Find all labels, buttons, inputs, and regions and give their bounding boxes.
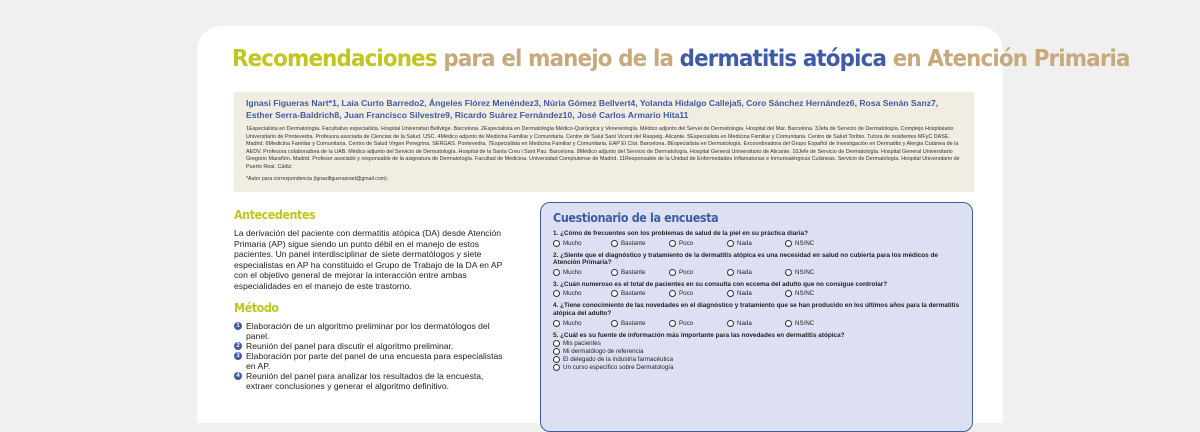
radio-icon[interactable] xyxy=(553,240,560,247)
question-text: 5. ¿Cuál es su fuente de información más importante para las novedades en dermatitis atópica? xyxy=(553,331,845,339)
option-curso[interactable] xyxy=(553,363,962,371)
question-text: 2. ¿Siente que el diagnóstico y tratamiento de la dermatitis atópica es una necesidad en salud no cubierta para los médicos de Atención Primaria? xyxy=(553,251,938,267)
option-label: NS/NC xyxy=(795,290,815,298)
option-nsnc[interactable] xyxy=(785,240,843,247)
option-label: Nada xyxy=(737,290,752,298)
left-column xyxy=(234,208,509,391)
metodo-step xyxy=(234,341,509,351)
option-label: Poco xyxy=(679,268,694,276)
option-label: Poco xyxy=(679,319,694,327)
question-text: 1. ¿Cómo de frecuentes son los problemas de salud de la piel en su práctica diaria? xyxy=(553,230,808,237)
radio-icon[interactable] xyxy=(727,290,734,297)
question-4 xyxy=(553,302,962,326)
title-part-3: dermatitis atópica xyxy=(679,46,887,72)
option-nsnc[interactable] xyxy=(785,269,843,276)
option-mucho[interactable] xyxy=(553,320,611,327)
radio-icon[interactable] xyxy=(669,269,676,276)
step-text: Reunión del panel para analizar los resultados de la encuesta, extraer conclusiones y generar el algoritmo definitivo. xyxy=(246,371,484,391)
option-label: NS/NC xyxy=(795,319,815,327)
option-label: Bastante xyxy=(621,239,646,247)
radio-icon[interactable] xyxy=(785,290,792,297)
step-number-badge: 4 xyxy=(234,372,242,380)
option-bastante[interactable] xyxy=(611,290,669,297)
option-nada[interactable] xyxy=(727,290,785,297)
metodo-step xyxy=(234,321,509,341)
metodo-step xyxy=(234,371,509,391)
metodo-steps xyxy=(234,321,509,391)
answer-options xyxy=(553,320,962,327)
radio-icon[interactable] xyxy=(785,240,792,247)
radio-icon[interactable] xyxy=(727,320,734,327)
option-bastante[interactable] xyxy=(611,320,669,327)
answer-options xyxy=(553,269,962,276)
question-text: 4. ¿Tiene conocimiento de las novedades en el diagnóstico y tratamiento que se han producido en los últimos años para la dermatitis atópica del adulto? xyxy=(553,302,960,317)
option-label: El delegado de la industria farmacéutica xyxy=(563,355,674,363)
title-part-2: para el manejo de la xyxy=(436,46,680,72)
radio-icon[interactable] xyxy=(553,290,560,297)
radio-icon[interactable] xyxy=(785,269,792,276)
option-label: Mucho xyxy=(563,268,582,276)
radio-icon[interactable] xyxy=(553,364,560,371)
option-label: Bastante xyxy=(621,268,646,276)
radio-icon[interactable] xyxy=(669,320,676,327)
radio-icon[interactable] xyxy=(727,269,734,276)
title-part-1: Recomendaciones xyxy=(232,46,437,72)
questionnaire-heading: Cuestionario de la encuesta xyxy=(553,211,719,225)
option-poco[interactable] xyxy=(669,320,727,327)
option-nsnc[interactable] xyxy=(785,290,843,297)
poster-title xyxy=(232,46,1130,72)
option-mucho[interactable] xyxy=(553,240,611,247)
option-poco[interactable] xyxy=(669,269,727,276)
poster xyxy=(232,26,1130,423)
step-text: Elaboración de un algoritmo preliminar por los dermatólogos del panel. xyxy=(246,321,490,341)
option-label: Nada xyxy=(737,319,752,327)
poster-card xyxy=(197,26,1130,423)
option-dermatologo[interactable] xyxy=(553,347,962,355)
radio-icon[interactable] xyxy=(553,356,560,363)
question-2 xyxy=(553,252,962,276)
radio-icon[interactable] xyxy=(669,240,676,247)
authors-list: Ignasi Figueras Nart*1, Laia Curto Barredo2, Ángeles Flórez Menéndez3, Núria Gómez Bellvert4, Yolanda Hidalgo Calleja5, Coro Sánchez Hernández6, Rosa Senán Sanz7, Esther Serra-Baldrich8, Juan Francisco Silvestre9, Ricardo Suárez Fernández10, José Carlos Armario Hita11 xyxy=(246,98,939,120)
question-text: 3. ¿Cuán numeroso es el total de pacientes en su consulta con eccema del adulto que no consigue controlar? xyxy=(553,280,888,288)
authors-box xyxy=(234,92,974,192)
radio-icon[interactable] xyxy=(553,320,560,327)
antecedentes-heading: Antecedentes xyxy=(234,208,316,222)
option-label: Nada xyxy=(737,268,752,276)
option-label: Un curso específico sobre Dermatología xyxy=(563,363,674,371)
question-3 xyxy=(553,281,962,298)
answer-options xyxy=(553,240,962,247)
option-mucho[interactable] xyxy=(553,290,611,297)
step-number-badge: 2 xyxy=(234,342,242,350)
option-label: Mucho xyxy=(563,239,582,247)
option-poco[interactable] xyxy=(669,240,727,247)
answer-options xyxy=(553,339,962,371)
option-label: NS/NC xyxy=(795,239,815,247)
metodo-heading: Método xyxy=(234,301,279,315)
correspondence-note: *Autor para correspondencia (ignasifiguerasnart@gmail.com). xyxy=(246,175,389,182)
option-nada[interactable] xyxy=(727,269,785,276)
option-poco[interactable] xyxy=(669,290,727,297)
radio-icon[interactable] xyxy=(611,269,618,276)
option-nada[interactable] xyxy=(727,320,785,327)
question-5 xyxy=(553,332,962,372)
radio-icon[interactable] xyxy=(553,269,560,276)
radio-icon[interactable] xyxy=(727,240,734,247)
option-label: Poco xyxy=(679,239,694,247)
step-text: Elaboración por parte del panel de una encuesta para especialistas en AP. xyxy=(246,351,503,371)
antecedentes-text: La derivación del paciente con dermatitis atópica (DA) desde Atención Primaria (AP) sigue siendo un punto débil en el manejo de estos pacientes. Un panel interdisciplinar de siete dermatólogos y siete especialistas en AP ha constituido el Grupo de Trabajo de la DA en AP con el objetivo general de mejorar la interacción entre ambas especialidades en el manejo de este trastorno. xyxy=(234,228,503,291)
affiliations: 1Especialista en Dermatología. Facultativo especialista. Hospital Universitari Bellvitge. Barcelona. 2Especialista en Dermatología Médico-Quirúrgica y Venereología. Médico adjunto del Servei de Dermatologia. Hospital del Mar. Barcelona. 3Jefa de Servicio de Dermatología. Complejo Hospitalario Universitario de Pontevedra. Profesora asociada de Ciencias de la Salud. USC. 4Médico adjunto de Medicina Familiar y Comunitaria. Centre de Salut Sant Vicent del Raspeig. Alicante. 5Especialista en Medicina Familiar y Comunitaria. Centro de Salud Toribio. Tutora de residentes MFyC DASE. Madrid. 6Medicina Familiar y Comunitaria. Centro de Salud Virgen Peregrina. SERGAS. Pontevedra. 7Especialista en Medicina Familiar y Comunitaria. EAP El Clot. Barcelona. 8Especialista en Dermatología. Excoordinadora del Grupo Español de Investigación en Dermatitis y Alergia Cutánea de la AEDV. Profesora colaboradora de la UAB. Médico adjunto del Servicio de Dermatología. Hospital de la Santa Creu i Sant Pau. Barcelona. 9Médico adjunto del Servicio de Dermatología. Hospital General Universitario de Alicante. 10Jefe de Servicio de Dermatología. Hospital General Universitario Gregorio Marañón. Madrid. Profesor asociado y responsable de la asignatura de Dermatología. Facultad de Medicina. Universidad Complutense de Madrid. 11Responsable de la Unidad de Enfermedades Inflamatorias e Inmunoalérgicas Cutáneas. Servicio de Dermatología. Hospital Universitario de Puerto Real. Cádiz. xyxy=(246,126,960,170)
option-bastante[interactable] xyxy=(611,269,669,276)
question-1 xyxy=(553,230,962,247)
option-delegado[interactable] xyxy=(553,355,962,363)
radio-icon[interactable] xyxy=(611,320,618,327)
option-label: Mi dermatólogo de referencia xyxy=(563,347,644,355)
option-label: NS/NC xyxy=(795,268,815,276)
option-label: Mucho xyxy=(563,290,582,298)
radio-icon[interactable] xyxy=(669,290,676,297)
radio-icon[interactable] xyxy=(611,240,618,247)
option-mucho[interactable] xyxy=(553,269,611,276)
option-pacientes[interactable] xyxy=(553,339,962,347)
radio-icon[interactable] xyxy=(553,348,560,355)
step-number-badge: 1 xyxy=(234,322,242,330)
option-label: Nada xyxy=(737,239,752,247)
option-label: Mucho xyxy=(563,319,582,327)
questionnaire-box xyxy=(540,202,973,432)
option-label: Bastante xyxy=(621,290,646,298)
metodo-step xyxy=(234,351,509,371)
option-nsnc[interactable] xyxy=(785,320,843,327)
step-number-badge: 3 xyxy=(234,352,242,360)
step-text: Reunión del panel para discutir el algoritmo preliminar. xyxy=(246,341,454,351)
answer-options xyxy=(553,290,962,297)
option-label: Bastante xyxy=(621,319,646,327)
title-part-4: en Atención Primaria xyxy=(886,46,1130,72)
radio-icon[interactable] xyxy=(553,340,560,347)
option-label: Mis pacientes xyxy=(563,339,601,347)
option-nada[interactable] xyxy=(727,240,785,247)
radio-icon[interactable] xyxy=(785,320,792,327)
option-label: Poco xyxy=(679,290,694,298)
option-bastante[interactable] xyxy=(611,240,669,247)
radio-icon[interactable] xyxy=(611,290,618,297)
